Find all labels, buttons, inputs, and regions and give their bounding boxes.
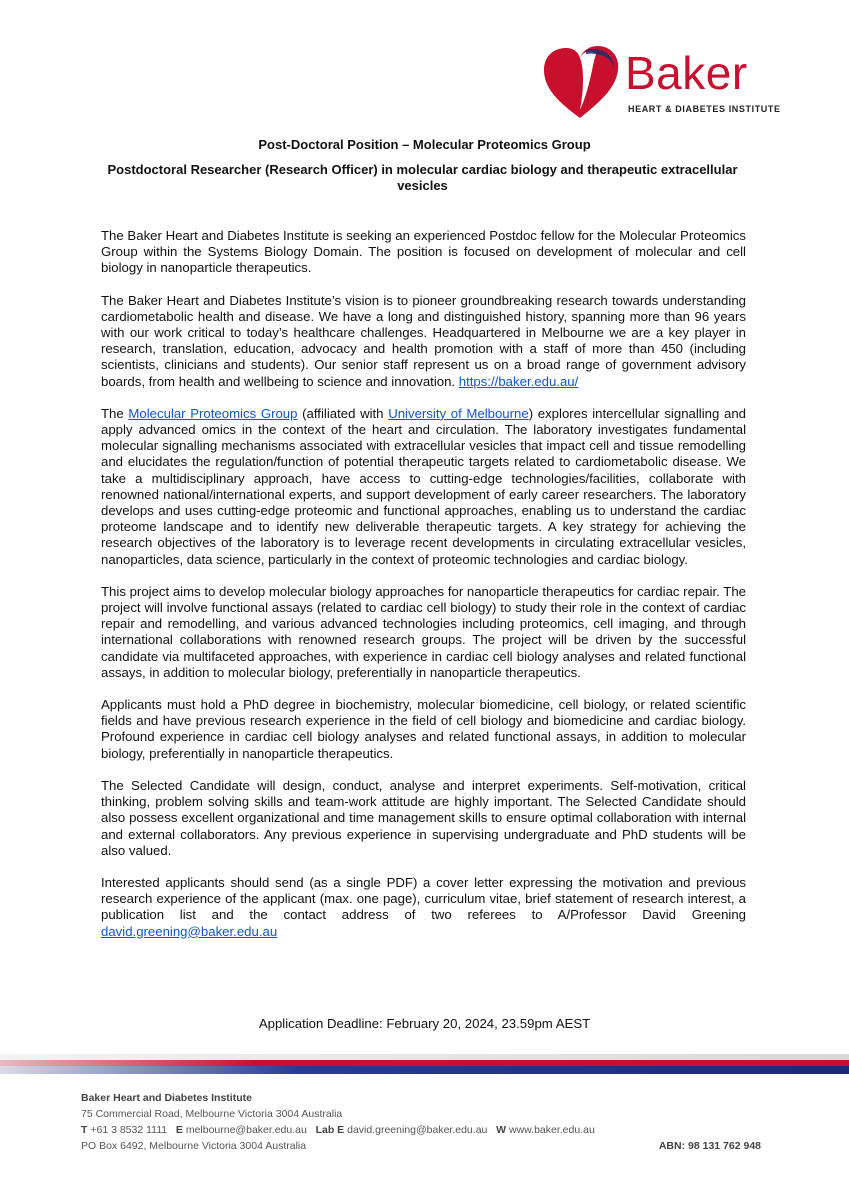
logo-wordmark: Baker bbox=[625, 47, 748, 99]
document-subtitle: Postdoctoral Researcher (Research Officer) in molecular cardiac biology and therapeutic extracellular vesicles bbox=[107, 162, 738, 193]
web-label: W bbox=[496, 1124, 507, 1136]
intro-paragraph: The Baker Heart and Diabetes Institute is seeking an experienced Postdoc fellow for the Molecular Proteomics Group within the Systems Biology Domain. The position is focused on development of molecular and cell biology in nanoparticle therapeutics. bbox=[101, 228, 746, 276]
footer-color-band bbox=[0, 1054, 849, 1074]
footer-org-name: Baker Heart and Diabetes Institute bbox=[81, 1092, 252, 1104]
baker-website-link[interactable]: https://baker.edu.au/ bbox=[458, 373, 579, 389]
group-post-text: ) explores intercellular signalling and apply advanced omics in the context of the heart and circulation. The laboratory investigates fundamental molecular signalling mechanisms associated with extracellular vesicles that impact cell and tissue remodelling and elucidates the regulation/function of potential therapeutic targets related to cardiometabolic disease. We take a multidisciplinary approach, have access to cutting-edge technologies/facilities, collaborate with renowned national/international experts, and support development of early career researchers. The laboratory develops and uses cutting-edge proteomic and functional approaches, enabling us to understand the cardiac proteome landscape and to identify new deliverable therapeutic targets. A key strategy for achieving the research objectives of the laboratory is to leverage recent developments in circulating extracellular vesicles, nanoparticles, data science, particularly in the context of proteomic technologies and cardiac biology. bbox=[101, 405, 746, 567]
university-of-melbourne-link[interactable]: University of Melbourne bbox=[388, 405, 529, 421]
contact-email-link[interactable]: david.greening@baker.edu.au bbox=[101, 923, 278, 939]
footer-contacts bbox=[81, 1122, 761, 1138]
application-paragraph bbox=[101, 875, 746, 940]
document-title: Post-Doctoral Position – Molecular Proteomics Group bbox=[258, 137, 591, 152]
group-mid-text: (affiliated with bbox=[302, 405, 384, 421]
candidate-paragraph: The Selected Candidate will design, conduct, analyse and interpret experiments. Self-motivation, critical thinking, problem solving skills and team-work attitude are highly important. The Selected Candidate should also possess excellent organizational and time management skills to ensure optimal collaboration with internal and external collaborators. Any previous experience in supervising undergraduate and PhD students will be also valued. bbox=[101, 777, 746, 858]
molecular-proteomics-group-link[interactable]: Molecular Proteomics Group bbox=[128, 405, 298, 421]
footer-phone: +61 3 8532 1111 bbox=[90, 1124, 168, 1136]
vision-text: The Baker Heart and Diabetes Institute’s vision is to pioneer groundbreaking research towards understanding cardiometabolic health and disease. We have a long and distinguished history, spanning more than 96 years with our work critical to today’s healthcare challenges. Headquartered in Melbourne we are a key player in research, translation, education, advocacy and health promotion with a staff of more than 450 (including scientists, clinicians and students). Our senior staff represent us on a broad range of government advisory boards, from health and wellbeing to science and innovation. bbox=[101, 292, 746, 389]
footer-po-box: PO Box 6492, Melbourne Victoria 3004 Australia bbox=[81, 1140, 307, 1152]
phone-label: T bbox=[81, 1124, 88, 1136]
heart-logo-icon bbox=[540, 44, 624, 120]
footer-abn: ABN: 98 131 762 948 bbox=[658, 1140, 761, 1152]
project-paragraph: This project aims to develop molecular biology approaches for nanoparticle therapeutics for cardiac repair. The project will involve functional assays (related to cardiac cell biology) to study their role in the context of cardiac repair and remodelling, and various advanced technologies including proteomics, cell imaging, and through international collaborations with renowned research groups. The project will be driven by the successful candidate via multifaceted approaches, with experience in cardiac cell biology analyses and related functional assays, in addition to molecular biology, preferentially in nanoparticle therapeutics. bbox=[101, 583, 746, 680]
group-paragraph bbox=[101, 406, 746, 568]
logo-tagline: HEART & DIABETES INSTITUTE bbox=[628, 104, 781, 114]
lab-email-label: Lab E bbox=[315, 1124, 345, 1136]
group-pre-text: The bbox=[101, 405, 124, 421]
email-label: E bbox=[175, 1124, 183, 1136]
requirements-paragraph: Applicants must hold a PhD degree in biochemistry, molecular biomedicine, cell biology, or related scientific fields and have previous research experience in the field of cell biology and biomedicine and cardiac biology. Profound experience in cardiac cell biology analyses and related functional assays, in addition to molecular biology, preferentially in nanoparticle therapeutics. bbox=[101, 697, 746, 761]
baker-logo bbox=[540, 44, 781, 120]
document-body bbox=[101, 228, 746, 956]
application-text: Interested applicants should send (as a single PDF) a cover letter expressing the motivation and previous research experience of the applicant (max. one page), curriculum vitae, brief statement of research interest, a publication list and the contact address of two referees to A/Professor David Greening bbox=[101, 874, 746, 923]
footer-website[interactable]: www.baker.edu.au bbox=[508, 1124, 595, 1136]
application-deadline: Application Deadline: February 20, 2024, 23.59pm AEST bbox=[258, 1016, 591, 1031]
footer-lab-email[interactable]: david.greening@baker.edu.au bbox=[347, 1124, 488, 1136]
band-blue-stripe bbox=[0, 1066, 849, 1074]
footer-address: 75 Commercial Road, Melbourne Victoria 3004 Australia bbox=[81, 1108, 343, 1120]
footer-email[interactable]: melbourne@baker.edu.au bbox=[185, 1124, 307, 1136]
vision-paragraph bbox=[101, 293, 746, 390]
page-footer bbox=[81, 1090, 761, 1154]
